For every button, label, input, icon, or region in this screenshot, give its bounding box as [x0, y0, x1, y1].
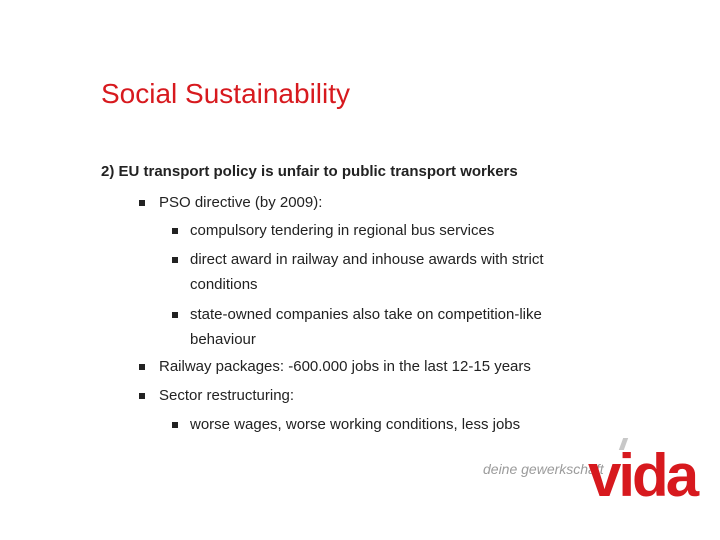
- bullet-square: [172, 257, 178, 263]
- bullet-text: compulsory tendering in regional bus services: [190, 222, 495, 239]
- bullet-text: state-owned companies also take on competition-like: [190, 306, 542, 323]
- bullet-square: [139, 364, 145, 370]
- bullet-text: direct award in railway and inhouse awards with strict: [190, 251, 544, 268]
- bullet-text: Sector restructuring:: [159, 387, 295, 404]
- bullet-state-owned: [190, 306, 542, 323]
- bullet-compulsory-tendering: [190, 222, 494, 239]
- bullet-continuation: conditions: [190, 276, 258, 293]
- bullet-square: [139, 200, 145, 206]
- bullet-text: Railway packages: -600.000 jobs in the last 12-15 years: [159, 358, 531, 375]
- bullet-square: [172, 228, 178, 234]
- slide-subheading: 2) EU transport policy is unfair to public transport workers: [101, 163, 518, 180]
- bullet-square: [139, 393, 145, 399]
- bullet-continuation: behaviour: [190, 331, 256, 348]
- bullet-square: [172, 312, 178, 318]
- logo-tagline: deine gewerkschaft: [483, 461, 604, 477]
- bullet-text: PSO directive (by 2009):: [159, 194, 323, 211]
- bullet-pso-directive: [159, 194, 322, 211]
- bullet-text: worse wages, worse working conditions, less jobs: [190, 416, 521, 433]
- bullet-direct-award: [190, 251, 544, 268]
- logo-wordmark: vida: [588, 442, 697, 509]
- bullet-worse-wages: [190, 416, 520, 433]
- bullet-square: [172, 422, 178, 428]
- slide-title: Social Sustainability: [101, 78, 351, 109]
- bullet-sector-restructuring: [159, 387, 294, 404]
- bullet-railway-packages: [159, 358, 531, 375]
